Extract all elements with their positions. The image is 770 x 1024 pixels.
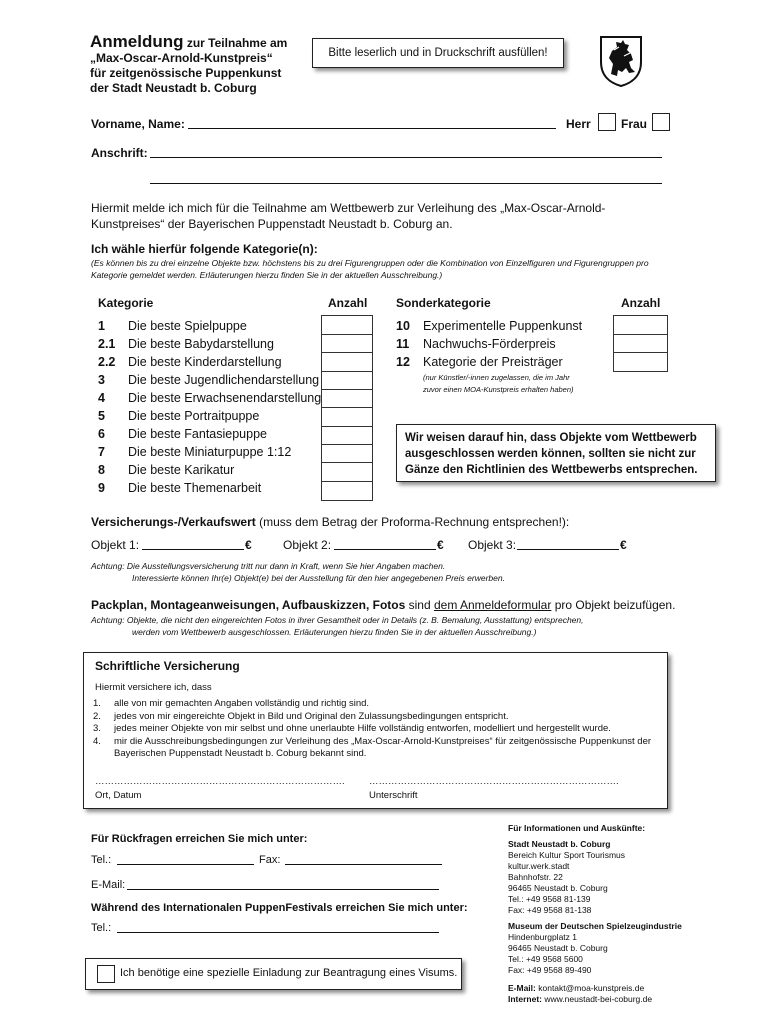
- euro-2: €: [437, 538, 444, 552]
- org2-line: Fax: +49 9568 89-490: [508, 965, 592, 975]
- special-note: [423, 372, 574, 396]
- email-label: E-Mail:: [91, 879, 126, 891]
- email-field[interactable]: [127, 889, 439, 890]
- declaration-item: [93, 723, 661, 736]
- category-num: 5: [98, 409, 105, 423]
- herr-label: Herr: [566, 117, 591, 131]
- category-label: Die beste Jugendlichendarstellung: [128, 373, 320, 387]
- category-label: Die beste Karikatur: [128, 463, 235, 477]
- org1-line: Bahnhofstr. 22: [508, 872, 563, 882]
- org2-name: Museum der Deutschen Spielzeugindustrie: [508, 921, 682, 931]
- print-note-box: [312, 38, 564, 68]
- count-box-col1[interactable]: [321, 315, 373, 501]
- org1-line: Tel.: +49 9568 81-139: [508, 894, 591, 904]
- declaration-item-num: 3.: [93, 723, 101, 734]
- category-label: Die beste Portraitpuppe: [128, 409, 260, 423]
- special-note-2: zuvor einen MOA-Kunstpreis erhalten haben): [423, 385, 574, 394]
- category-num: 1: [98, 319, 105, 333]
- info-email-label: E-Mail:: [508, 983, 536, 993]
- category-label: Die beste Fantasiepuppe: [128, 427, 267, 441]
- insurance-heading: [91, 515, 569, 529]
- special-num: 11: [396, 337, 410, 351]
- packing-heading: [91, 598, 675, 612]
- packing-bold: Packplan, Montageanweisungen, Aufbauskizzen, Fotos: [91, 598, 406, 612]
- category-num: 6: [98, 427, 105, 441]
- signature-dots[interactable]: …………………………………………………………………….: [369, 776, 619, 787]
- declaration-item-text: alle von mir gemachten Angaben vollständig und richtig sind.: [114, 698, 370, 709]
- object-2-value[interactable]: [334, 549, 436, 550]
- org2-line: Hindenburgplatz 1: [508, 932, 577, 942]
- declaration-item-num: 4.: [93, 735, 101, 747]
- euro-3: €: [620, 538, 627, 552]
- title-line3: für zeitgenössische Puppenkunst: [90, 66, 282, 80]
- info-email-value[interactable]: kontakt@moa-kunstpreis.de: [535, 983, 645, 993]
- form-title: [90, 34, 310, 96]
- name-field[interactable]: [188, 128, 556, 129]
- insurance-note-1: Achtung: Die Ausstellungsversicherung tritt nur dann in Kraft, wenn Sie hier Angaben machen.: [91, 561, 446, 571]
- special-note-1: (nur Künstler/-innen zugelassen, die im Jahr: [423, 373, 570, 382]
- address-field-1[interactable]: [150, 157, 662, 158]
- category-row: [98, 371, 319, 389]
- category-row: [98, 389, 321, 407]
- fax-label: Fax:: [259, 854, 281, 866]
- contact-heading: Für Rückfragen erreichen Sie mich unter:: [91, 833, 308, 845]
- special-num: 12: [396, 355, 410, 369]
- title-line4: der Stadt Neustadt b. Coburg: [90, 81, 257, 95]
- category-heading: Ich wähle hierfür folgende Kategorie(n):: [91, 242, 318, 256]
- category-row: [98, 317, 247, 335]
- visa-checkbox[interactable]: [97, 965, 115, 983]
- insurance-note: [91, 560, 691, 584]
- print-note: Bitte leserlich und in Druckschrift ausfüllen!: [328, 47, 548, 59]
- place-date-label: Ort, Datum: [95, 790, 142, 801]
- category-num: 2.1: [98, 337, 116, 351]
- category-num: 3: [98, 373, 105, 387]
- category-row: [98, 407, 259, 425]
- warning-box: [396, 424, 716, 482]
- euro-1: €: [245, 538, 252, 552]
- packing-link: dem Anmeldeformular: [433, 598, 552, 612]
- declaration-item-text: mir die Ausschreibungsbedingungen zur Verleihung des „Max-Oscar-Arnold-Kunstpreises“ für zeitgenössische Puppenkunst der Bayerischen Puppenstadt Neustadt b. Coburg bekannt sind.: [114, 735, 652, 759]
- category-row: [98, 443, 291, 461]
- info-email[interactable]: [508, 983, 708, 994]
- intro-text: Hiermit melde ich mich für die Teilnahme am Wettbewerb zur Verleihung des „Max-Oscar-Arnold-Kunstpreises“ der Bayerischen Puppenstadt Neustadt b. Coburg an.: [91, 201, 606, 231]
- category-row: [98, 461, 234, 479]
- festival-heading: Während des Internationalen PuppenFestivals erreichen Sie mich unter:: [91, 902, 468, 914]
- info-heading: Für Informationen und Auskünfte:: [508, 823, 646, 833]
- info-panel: [508, 823, 708, 1005]
- count-box-col2[interactable]: [613, 315, 668, 372]
- object-1-label: Objekt 1:: [91, 538, 140, 552]
- info-web[interactable]: [508, 994, 708, 1005]
- col-anzahl: Anzahl: [328, 296, 368, 310]
- title-line2: „Max-Oscar-Arnold-Kunstpreis“: [90, 51, 273, 65]
- packing-end: pro Objekt beizufügen.: [551, 598, 676, 612]
- place-date-dots[interactable]: …………………………………………………………………….: [95, 776, 345, 787]
- org1-line: 96465 Neustadt b. Coburg: [508, 883, 608, 893]
- special-row: [396, 335, 556, 353]
- insurance-heading-rest: (muss dem Betrag der Proforma-Rechnung entsprechen!):: [255, 515, 570, 529]
- declaration-item-num: 1.: [93, 698, 101, 709]
- category-row: [98, 479, 261, 497]
- col-kategorie: Kategorie: [98, 296, 154, 310]
- special-label: Nachwuchs-Förderpreis: [423, 337, 556, 351]
- category-label: Die beste Kinderdarstellung: [128, 355, 282, 369]
- special-row: [396, 317, 582, 335]
- declaration-item: [93, 711, 661, 724]
- packing-note: [91, 614, 701, 638]
- insurance-note-2: Interessierte können Ihr(e) Objekt(e) bei der Ausstellung für den hier angegebenen Preis erwerben.: [132, 573, 505, 583]
- declaration-item-text: jedes meiner Objekte von mir selbst und ohne unerlaubte Hilfe vollständig entworfen, modelliert und hergestellt wurde.: [114, 723, 611, 734]
- category-label: Die beste Spielpuppe: [128, 319, 247, 333]
- org1-name: Stadt Neustadt b. Coburg: [508, 839, 611, 849]
- title-rest: zur Teilnahme am: [186, 36, 288, 50]
- visa-label: Ich benötige eine spezielle Einladung zur Beantragung eines Visums.: [120, 967, 458, 979]
- declaration-item-text: jedes von mir eingereichte Objekt in Bild und Original den Zulassungsbedingungen entspricht.: [114, 710, 509, 722]
- info-web-label: Internet:: [508, 994, 542, 1004]
- object-1-value[interactable]: [142, 549, 244, 550]
- address-label: Anschrift:: [91, 146, 148, 160]
- visa-box: [85, 958, 462, 990]
- category-label: Die beste Themenarbeit: [128, 481, 262, 495]
- org2-line: Tel.: +49 9568 5600: [508, 954, 583, 964]
- category-row: [98, 425, 267, 443]
- object-3-label: Objekt 3:: [468, 538, 517, 552]
- packing-mid: sind: [405, 598, 434, 612]
- category-hint: (Es können bis zu drei einzelne Objekte bzw. höchstens bis zu drei Figurengruppen oder die Kombination von Einzelfiguren und Figurengruppen pro Kategorie gemeldet werden. Erläuterungen hierzu finden Sie in der aktuellen Ausschreibung.): [91, 258, 649, 280]
- declaration-intro: Hiermit versichere ich, dass: [95, 682, 212, 693]
- frau-label: Frau: [621, 117, 648, 131]
- special-label: Kategorie der Preisträger: [423, 355, 563, 369]
- category-num: 9: [98, 481, 105, 495]
- tel-field[interactable]: [117, 864, 254, 865]
- festival-tel-label: Tel.:: [91, 922, 112, 934]
- category-row: [98, 335, 274, 353]
- name-label: Vorname, Name:: [91, 117, 185, 131]
- org2-line: 96465 Neustadt b. Coburg: [508, 943, 608, 953]
- category-num: 8: [98, 463, 105, 477]
- packing-note-1: Achtung: Objekte, die nicht den eingereichten Fotos in ihrer Gesamtheit oder in Details (z. B. Bemalung, Ausstattung) entsprechen,: [91, 615, 584, 625]
- object-2-label: Objekt 2:: [283, 538, 332, 552]
- declaration-list: [93, 698, 661, 761]
- col-anzahl-special: Anzahl: [621, 296, 661, 310]
- coat-of-arms-icon: [598, 34, 644, 88]
- info-web-value[interactable]: www.neustadt-bei-coburg.de: [542, 994, 653, 1004]
- category-label: Die beste Erwachsenendarstellung: [128, 391, 322, 405]
- declaration-title: Schriftliche Versicherung: [95, 659, 240, 673]
- signature-label: Unterschrift: [369, 790, 418, 801]
- special-num: 10: [396, 319, 410, 333]
- category-label: Die beste Babydarstellung: [128, 337, 274, 351]
- object-3-value[interactable]: [517, 549, 619, 550]
- fax-field[interactable]: [285, 864, 442, 865]
- org1-line: Fax: +49 9568 81-138: [508, 905, 592, 915]
- declaration-item: [93, 736, 661, 761]
- org1-line: kultur.werk.stadt: [508, 861, 570, 871]
- frau-checkbox[interactable]: [652, 113, 670, 131]
- title-main: Anmeldung: [90, 32, 184, 51]
- special-label: Experimentelle Puppenkunst: [423, 319, 583, 333]
- org1-line: Bereich Kultur Sport Tourismus: [508, 850, 626, 860]
- category-num: 4: [98, 391, 105, 405]
- herr-checkbox[interactable]: [598, 113, 616, 131]
- category-num: 7: [98, 445, 105, 459]
- declaration-item-num: 2.: [93, 710, 101, 722]
- category-label: Die beste Miniaturpuppe 1:12: [128, 445, 292, 459]
- address-field-2[interactable]: [150, 183, 662, 184]
- category-num: 2.2: [98, 355, 116, 369]
- category-row: [98, 353, 282, 371]
- packing-note-2: werden vom Wettbewerb ausgeschlossen. Erläuterungen hierzu finden Sie in der aktuellen Ausschreibung.): [132, 627, 537, 637]
- warning-text: Wir weisen darauf hin, dass Objekte vom Wettbewerb ausgeschlossen werden können, sollten sie nicht zur Gänze den Richtlinien des Wettbewerbs entsprechen.: [405, 432, 698, 476]
- insurance-heading-bold: Versicherungs-/Verkaufswert: [91, 515, 256, 529]
- declaration-item: [93, 698, 661, 711]
- festival-tel-field[interactable]: [117, 932, 439, 933]
- special-row: [396, 353, 563, 371]
- col-sonderkategorie: Sonderkategorie: [396, 296, 491, 310]
- tel-label: Tel.:: [91, 854, 112, 866]
